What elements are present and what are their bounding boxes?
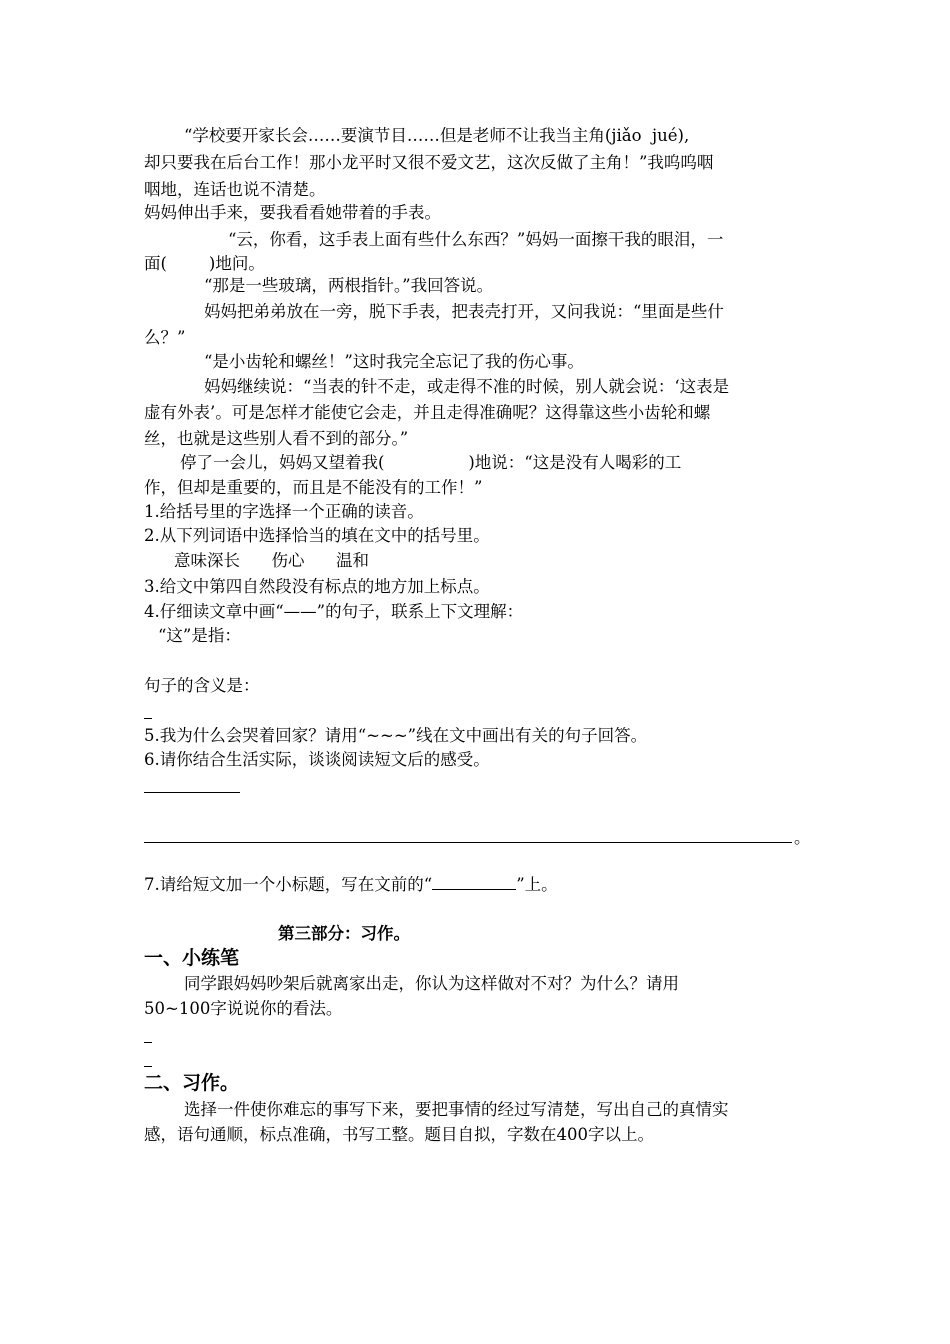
question-7-text-end: ”上。 xyxy=(516,875,558,894)
section-2-text: 感，语句通顺，标点准确，书写工整。题目自拟，字数在400字以上。 xyxy=(144,1125,654,1144)
question-7-text: 7.请给短文加一个小标题，写在文前的“ xyxy=(144,875,433,894)
passage-line: 虚有外表’。可是怎样才能使它会走，并且走得准确呢？这得靠这些小齿轮和螺 xyxy=(144,403,711,422)
answer-line[interactable] xyxy=(144,718,152,719)
passage-line: 么？” xyxy=(144,328,186,347)
passage-line: 作，但却是重要的，而且是不能没有的工作！” xyxy=(144,478,483,497)
question-7 xyxy=(144,873,558,897)
section-1-text: 同学跟妈妈吵架后就离家出走，你认为这样做对不对？为什么？请用 xyxy=(184,974,679,993)
question-6: 6.请你结合生活实际，谈谈阅读短文后的感受。 xyxy=(144,750,490,769)
passage-line: 妈妈伸出手来，要我看看她带着的手表。 xyxy=(144,203,441,222)
question-2: 2.从下列词语中选择恰当的填在文中的括号里。 xyxy=(144,526,490,545)
passage-line: 停了一会儿，妈妈又望着我( )地说：“这是没有人喝彩的工 xyxy=(180,453,682,472)
passage-line: 咽地，连话也说不清楚。 xyxy=(144,180,326,199)
passage-line: 丝，也就是这些别人看不到的部分。” xyxy=(144,429,409,448)
period-mark: 。 xyxy=(794,828,811,847)
passage-line: 妈妈把弟弟放在一旁，脱下手表，把表壳打开，又问我说：“里面是些什 xyxy=(204,302,724,321)
question-4-prompt-b: 句子的含义是： xyxy=(144,676,260,695)
answer-line[interactable] xyxy=(144,1066,152,1067)
question-5: 5.我为什么会哭着回家？请用“~~~”线在文中画出有关的句子回答。 xyxy=(144,726,648,745)
section-2-text: 选择一件使你难忘的事写下来，要把事情的经过写清楚，写出自己的真情实 xyxy=(184,1100,729,1119)
section-2-title: 二、习作。 xyxy=(144,1072,240,1094)
passage-line: “云，你看，这手表上面有些什么东西？”妈妈一面擦干我的眼泪，一 xyxy=(228,230,724,249)
question-1: 1.给括号里的字选择一个正确的读音。 xyxy=(144,502,424,521)
passage-line: 却只要我在后台工作！那小龙平时又很不爱文艺，这次反做了主角！”我呜呜咽 xyxy=(144,153,714,172)
passage-line: 面( )地问。 xyxy=(144,254,265,273)
question-3: 3.给文中第四自然段没有标点的地方加上标点。 xyxy=(144,577,490,596)
part3-title: 第三部分：习作。 xyxy=(278,924,410,943)
passage-line: “那是一些玻璃，两根指针。”我回答说。 xyxy=(204,276,494,295)
question-4: 4.仔细读文章中画“——”的句子，联系上下文理解： xyxy=(144,602,524,621)
section-1-title: 一、小练笔 xyxy=(144,947,240,969)
passage-line: “学校要开家长会……要演节目……但是老师不让我当主角(jiǎo jué), xyxy=(184,126,690,145)
title-blank[interactable] xyxy=(432,873,516,890)
passage-line: 妈妈继续说：“当表的针不走，或走得不准的时候，别人就会说：‘这表是 xyxy=(204,377,730,396)
passage-line: “是小齿轮和螺丝！”这时我完全忘记了我的伤心事。 xyxy=(204,352,584,371)
section-1-text: 50~100字说说你的看法。 xyxy=(144,999,343,1018)
word-choices: 意味深长 伤心 温和 xyxy=(174,551,369,570)
question-4-prompt-a: “这”是指： xyxy=(158,626,241,645)
answer-line[interactable] xyxy=(144,792,240,793)
answer-line[interactable] xyxy=(144,1042,152,1043)
answer-line[interactable] xyxy=(144,842,792,843)
